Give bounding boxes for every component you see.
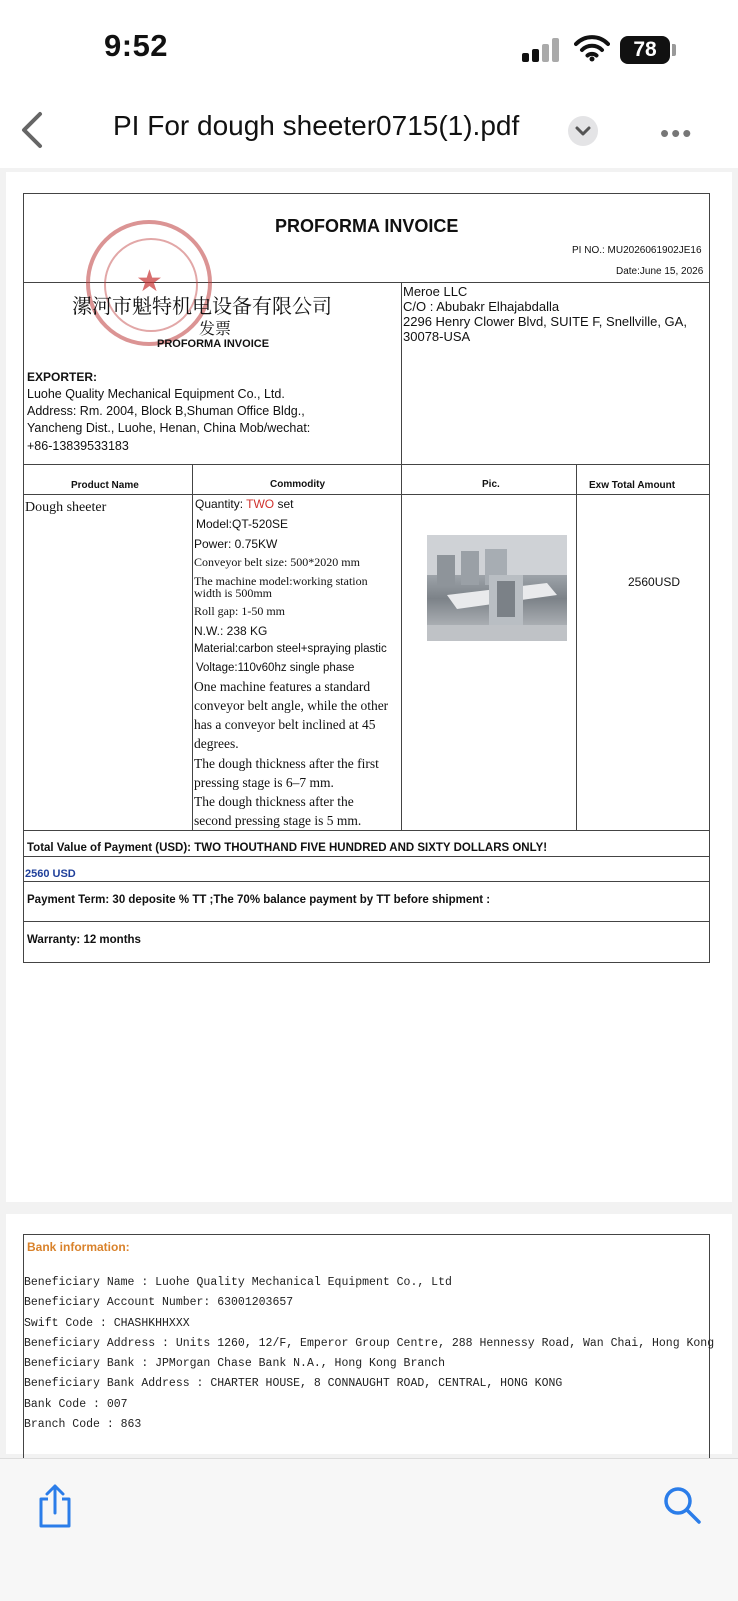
divider — [23, 494, 709, 495]
buyer-line-3: 2296 Henry Clower Blvd, SUITE F, Snellville, GA, — [403, 314, 687, 329]
battery-tip — [672, 44, 676, 56]
bank-frame — [23, 1234, 710, 1475]
divider — [23, 856, 709, 857]
divider — [23, 881, 709, 882]
bank-line-bank-address: Beneficiary Bank Address : CHARTER HOUSE, 8 CONNAUGHT ROAD, CENTRAL, HONG KONG — [24, 1377, 563, 1390]
divider — [192, 464, 193, 830]
spec-weight: N.W.: 238 KG — [194, 624, 268, 638]
company-seal: ★ — [86, 220, 212, 346]
product-photo — [427, 535, 567, 641]
warranty: Warranty: 12 months — [27, 934, 141, 946]
spec-desc-1: One machine features a standard — [194, 679, 371, 694]
payment-term: Payment Term: 30 deposite % TT ;The 70% balance payment by TT before shipment : — [27, 894, 491, 906]
spec-voltage: Voltage:110v60hz single phase — [196, 662, 355, 674]
fapiao-label: 发票 — [199, 321, 232, 338]
buyer-line-2: C/O : Abubakr Elhajabdalla — [403, 299, 560, 314]
chevron-down-icon — [568, 116, 598, 146]
bank-line-beneficiary-name: Beneficiary Name : Luohe Quality Mechanical Equipment Co., Ltd — [24, 1276, 452, 1289]
spec-width: width is 500mm — [194, 586, 273, 600]
spec-desc-3: has a conveyor belt inclined at 45 — [194, 717, 376, 732]
nav-bar — [0, 90, 738, 168]
total-value-line: Total Value of Payment (USD): TWO THOUTHAND FIVE HUNDRED AND SIXTY DOLLARS ONLY! — [27, 842, 548, 854]
spec-desc-8: second pressing stage is 5 mm. — [194, 813, 362, 828]
exporter-label: EXPORTER: — [27, 370, 98, 384]
buyer-line-1: Meroe LLC — [403, 284, 468, 299]
exw-total-amount: 2560USD — [628, 575, 681, 589]
spec-desc-2: conveyor belt angle, while the other — [194, 698, 389, 713]
chevron-left-icon[interactable] — [18, 110, 48, 150]
document-title: PI For dough sheeter0715(1).pdf — [113, 110, 520, 141]
title-menu-button[interactable] — [568, 116, 598, 146]
cellular-signal-icon — [522, 38, 562, 62]
bottom-toolbar — [0, 1458, 738, 1601]
product-name: Dough sheeter — [25, 500, 107, 515]
column-header-amount: Exw Total Amount — [589, 480, 676, 491]
wifi-icon — [574, 34, 610, 62]
share-icon[interactable] — [36, 1483, 74, 1529]
status-bar — [0, 0, 738, 90]
bank-line-bank-code: Bank Code : 007 — [24, 1398, 128, 1411]
spec-desc-5: The dough thickness after the first — [194, 756, 379, 771]
divider — [23, 464, 709, 465]
quantity-suffix: set — [274, 497, 294, 511]
spec-conveyor-size: Conveyor belt size: 500*2020 mm — [194, 555, 360, 569]
divider — [401, 282, 402, 830]
pi-number: PI NO.: MU2026061902JE16 — [572, 245, 702, 256]
bank-line-swift-code: Swift Code : CHASHKHHXXX — [24, 1317, 190, 1330]
divider — [23, 921, 709, 922]
spec-working-station: The machine model:working station — [194, 574, 368, 588]
battery-icon: 78 — [620, 36, 670, 64]
spec-desc-4: degrees. — [194, 736, 239, 751]
spec-power: Power: 0.75KW — [194, 537, 278, 551]
spec-material: Material:carbon steel+spraying plastic — [194, 643, 387, 655]
company-name-chinese: 漯河市魁特机电设备有限公司 — [72, 296, 332, 318]
bank-line-branch-code: Branch Code : 863 — [24, 1418, 142, 1431]
total-usd: 2560 USD — [25, 868, 76, 880]
spec-roll-gap: Roll gap: 1-50 mm — [194, 604, 285, 618]
search-icon[interactable] — [662, 1485, 702, 1525]
status-time: 9:52 — [104, 28, 169, 63]
exporter-line-1: Luohe Quality Mechanical Equipment Co., Ltd. — [27, 387, 285, 401]
exporter-line-3: Yancheng Dist., Luohe, Henan, China Mob/wechat: — [27, 421, 311, 435]
column-header-pic: Pic. — [482, 479, 500, 490]
bank-line-account-number: Beneficiary Account Number: 63001203657 — [24, 1296, 294, 1309]
column-header-commodity: Commodity — [270, 479, 325, 490]
spec-model: Model:QT-520SE — [196, 517, 289, 531]
spec-desc-6: pressing stage is 6–7 mm. — [194, 775, 334, 790]
bank-line-beneficiary-bank: Beneficiary Bank : JPMorgan Chase Bank N.A., Hong Kong Branch — [24, 1357, 445, 1370]
column-header-product-name: Product Name — [71, 480, 139, 491]
exporter-line-2: Address: Rm. 2004, Block B,Shuman Office Bldg., — [27, 404, 305, 418]
invoice-heading: PROFORMA INVOICE — [275, 216, 459, 236]
divider — [23, 830, 709, 831]
quantity-line — [195, 497, 293, 511]
invoice-date: Date:June 15, 2026 — [616, 266, 704, 277]
spec-desc-7: The dough thickness after the — [194, 794, 354, 809]
buyer-line-4: 30078-USA — [403, 329, 471, 344]
bank-info-label: Bank information: — [27, 1240, 130, 1254]
exporter-line-4: +86-13839533183 — [27, 439, 129, 453]
divider — [576, 464, 577, 830]
bank-line-beneficiary-address: Beneficiary Address : Units 1260, 12/F, Emperor Group Centre, 288 Hennessy Road, Wan Chai, Hong Kong — [24, 1337, 715, 1350]
proforma-small-label: PROFORMA INVOICE — [157, 338, 270, 350]
quantity-prefix: Quantity: — [195, 497, 247, 511]
ellipsis-icon[interactable]: ••• — [660, 118, 694, 148]
dough-sheeter-illustration — [427, 535, 567, 641]
quantity-value: TWO — [246, 497, 275, 511]
